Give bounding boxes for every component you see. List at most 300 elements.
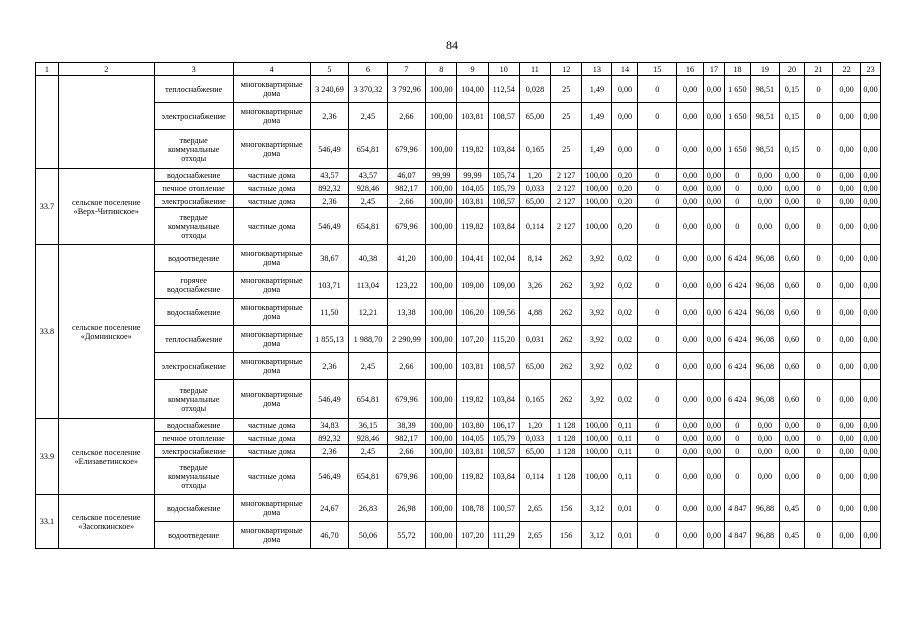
service-cell: водоснабжение	[154, 419, 233, 432]
value-cell: 0,00	[861, 419, 881, 432]
housing-type-cell: частные дома	[233, 432, 310, 445]
value-cell: 0	[804, 182, 832, 195]
value-cell: 6 424	[724, 299, 750, 326]
value-cell: 0,00	[861, 195, 881, 208]
settlement-name: сельское поселение «Домнинское»	[58, 245, 154, 419]
value-cell: 13,38	[387, 299, 426, 326]
value-cell: 0	[638, 326, 677, 353]
value-cell: 0,00	[833, 76, 861, 103]
value-cell: 262	[551, 380, 582, 419]
value-cell: 2,66	[387, 195, 426, 208]
value-cell: 0,00	[861, 245, 881, 272]
value-cell: 0	[804, 130, 832, 169]
value-cell: 100,00	[426, 445, 457, 458]
value-cell: 0,114	[519, 208, 550, 245]
value-cell: 3,12	[582, 522, 612, 549]
value-cell: 0,033	[519, 432, 550, 445]
housing-type-cell: частные дома	[233, 458, 310, 495]
value-cell: 0	[638, 130, 677, 169]
value-cell: 0,00	[861, 326, 881, 353]
value-cell: 0	[638, 272, 677, 299]
value-cell: 0	[638, 353, 677, 380]
value-cell: 115,20	[488, 326, 519, 353]
value-cell: 46,07	[387, 169, 426, 182]
value-cell: 0	[804, 445, 832, 458]
value-cell: 100,00	[426, 272, 457, 299]
value-cell: 0,00	[676, 419, 703, 432]
value-cell: 0,00	[704, 208, 725, 245]
value-cell: 102,04	[488, 245, 519, 272]
value-cell: 108,57	[488, 103, 519, 130]
value-cell: 3,92	[582, 245, 612, 272]
column-number-cell: 11	[519, 63, 550, 76]
value-cell: 2,36	[310, 353, 349, 380]
table-row	[36, 353, 881, 380]
service-cell: печное отопление	[154, 432, 233, 445]
value-cell: 109,56	[488, 299, 519, 326]
value-cell: 0,00	[833, 326, 861, 353]
value-cell: 0,00	[750, 419, 779, 432]
value-cell: 25	[551, 130, 582, 169]
value-cell: 100,00	[582, 195, 612, 208]
value-cell: 0,60	[779, 272, 804, 299]
column-number-cell: 20	[779, 63, 804, 76]
value-cell: 0,00	[750, 445, 779, 458]
value-cell: 0,00	[750, 182, 779, 195]
value-cell: 6 424	[724, 353, 750, 380]
value-cell: 0	[638, 432, 677, 445]
value-cell: 0,00	[833, 182, 861, 195]
value-cell: 65,00	[519, 445, 550, 458]
value-cell: 4 847	[724, 522, 750, 549]
value-cell: 0,00	[704, 380, 725, 419]
column-number-cell: 19	[750, 63, 779, 76]
housing-type-cell: многоквартирные дома	[233, 522, 310, 549]
column-number-cell: 4	[233, 63, 310, 76]
settlement-number: 33.9	[36, 419, 59, 495]
value-cell: 0,60	[779, 299, 804, 326]
value-cell: 0,00	[704, 458, 725, 495]
value-cell: 0,02	[612, 272, 638, 299]
value-cell: 892,32	[310, 182, 349, 195]
value-cell: 3,92	[582, 353, 612, 380]
column-number-cell: 14	[612, 63, 638, 76]
service-cell: водоснабжение	[154, 299, 233, 326]
value-cell: 0,00	[833, 299, 861, 326]
value-cell: 6 424	[724, 326, 750, 353]
value-cell: 12,21	[349, 299, 388, 326]
value-cell: 103,81	[457, 103, 488, 130]
value-cell: 0,00	[833, 103, 861, 130]
value-cell: 0	[724, 169, 750, 182]
value-cell: 0,02	[612, 353, 638, 380]
value-cell: 106,17	[488, 419, 519, 432]
value-cell: 0	[724, 432, 750, 445]
value-cell: 0,20	[612, 195, 638, 208]
value-cell: 0	[724, 208, 750, 245]
value-cell: 0,00	[861, 353, 881, 380]
value-cell: 0	[804, 458, 832, 495]
column-number-cell: 18	[724, 63, 750, 76]
value-cell: 55,72	[387, 522, 426, 549]
housing-type-cell: многоквартирные дома	[233, 495, 310, 522]
value-cell: 0	[638, 419, 677, 432]
service-cell: теплоснабжение	[154, 76, 233, 103]
value-cell: 111,29	[488, 522, 519, 549]
value-cell: 3,92	[582, 380, 612, 419]
value-cell: 103,84	[488, 458, 519, 495]
value-cell: 0,00	[612, 130, 638, 169]
value-cell: 0,45	[779, 495, 804, 522]
value-cell: 103,81	[457, 353, 488, 380]
value-cell: 0,00	[833, 522, 861, 549]
table-row	[36, 522, 881, 549]
value-cell: 0,00	[861, 299, 881, 326]
value-cell: 0,00	[779, 195, 804, 208]
value-cell: 0	[638, 495, 677, 522]
value-cell: 0,00	[704, 130, 725, 169]
value-cell: 0,45	[779, 522, 804, 549]
column-number-cell: 12	[551, 63, 582, 76]
value-cell: 1,49	[582, 76, 612, 103]
value-cell: 24,67	[310, 495, 349, 522]
value-cell: 2,36	[310, 195, 349, 208]
value-cell: 654,81	[349, 208, 388, 245]
value-cell: 100,00	[582, 419, 612, 432]
value-cell: 0	[638, 195, 677, 208]
value-cell: 0	[724, 419, 750, 432]
value-cell: 104,41	[457, 245, 488, 272]
value-cell: 108,57	[488, 195, 519, 208]
value-cell: 1 128	[551, 445, 582, 458]
value-cell: 0	[804, 245, 832, 272]
value-cell: 0,00	[833, 169, 861, 182]
value-cell: 0,15	[779, 103, 804, 130]
service-cell: твердые коммунальные отходы	[154, 208, 233, 245]
value-cell: 3,92	[582, 299, 612, 326]
service-cell: твердые коммунальные отходы	[154, 130, 233, 169]
table-row	[36, 169, 881, 182]
value-cell: 0,00	[833, 272, 861, 299]
value-cell: 0,00	[779, 169, 804, 182]
value-cell: 0,00	[676, 326, 703, 353]
value-cell: 3 792,96	[387, 76, 426, 103]
value-cell: 0,00	[704, 353, 725, 380]
value-cell: 119,82	[457, 130, 488, 169]
value-cell: 0,00	[750, 432, 779, 445]
value-cell: 2 290,99	[387, 326, 426, 353]
value-cell: 0,00	[833, 245, 861, 272]
value-cell: 2,45	[349, 353, 388, 380]
value-cell: 0	[638, 103, 677, 130]
value-cell: 1,49	[582, 130, 612, 169]
value-cell: 0	[724, 182, 750, 195]
value-cell: 46,70	[310, 522, 349, 549]
value-cell: 0,00	[676, 76, 703, 103]
settlement-name: сельское поселение «Елизаветинское»	[58, 419, 154, 495]
value-cell: 108,78	[457, 495, 488, 522]
value-cell: 41,20	[387, 245, 426, 272]
value-cell: 65,00	[519, 195, 550, 208]
value-cell: 99,99	[426, 169, 457, 182]
value-cell: 4,88	[519, 299, 550, 326]
value-cell: 0,028	[519, 76, 550, 103]
value-cell: 0,00	[750, 195, 779, 208]
table-row	[36, 445, 881, 458]
value-cell: 156	[551, 522, 582, 549]
value-cell: 100,00	[426, 522, 457, 549]
value-cell: 0,00	[833, 445, 861, 458]
value-cell: 6 424	[724, 272, 750, 299]
service-cell: водоотведение	[154, 245, 233, 272]
value-cell: 1 128	[551, 432, 582, 445]
value-cell: 0,02	[612, 326, 638, 353]
table-row	[36, 195, 881, 208]
housing-type-cell: частные дома	[233, 195, 310, 208]
table-row	[36, 182, 881, 195]
table-row	[36, 495, 881, 522]
value-cell: 0,00	[676, 182, 703, 195]
settlement-number: 33.1	[36, 495, 59, 549]
value-cell: 0	[724, 458, 750, 495]
value-cell: 546,49	[310, 380, 349, 419]
value-cell: 0,00	[833, 130, 861, 169]
column-number-cell: 3	[154, 63, 233, 76]
page-number: 84	[446, 38, 458, 52]
value-cell: 0	[804, 272, 832, 299]
housing-type-cell: многоквартирные дома	[233, 245, 310, 272]
housing-type-cell: частные дома	[233, 445, 310, 458]
value-cell: 262	[551, 353, 582, 380]
value-cell: 26,98	[387, 495, 426, 522]
value-cell: 98,51	[750, 103, 779, 130]
value-cell: 100,00	[426, 76, 457, 103]
value-cell: 104,00	[457, 76, 488, 103]
value-cell: 103,84	[488, 208, 519, 245]
value-cell: 3,92	[582, 326, 612, 353]
value-cell: 0	[804, 495, 832, 522]
value-cell: 0,11	[612, 419, 638, 432]
table-row	[36, 245, 881, 272]
value-cell: 2 127	[551, 208, 582, 245]
column-number-cell: 21	[804, 63, 832, 76]
value-cell: 119,82	[457, 208, 488, 245]
value-cell: 982,17	[387, 182, 426, 195]
value-cell: 103,84	[488, 380, 519, 419]
value-cell: 0,00	[861, 445, 881, 458]
value-cell: 0,60	[779, 380, 804, 419]
value-cell: 679,96	[387, 208, 426, 245]
value-cell: 1 650	[724, 76, 750, 103]
value-cell: 25	[551, 103, 582, 130]
value-cell: 0,00	[861, 169, 881, 182]
service-cell: твердые коммунальные отходы	[154, 458, 233, 495]
value-cell: 100,00	[582, 432, 612, 445]
housing-type-cell: многоквартирные дома	[233, 130, 310, 169]
value-cell: 0,00	[676, 432, 703, 445]
housing-type-cell: многоквартирные дома	[233, 380, 310, 419]
column-number-cell: 8	[426, 63, 457, 76]
value-cell: 100,00	[582, 182, 612, 195]
column-number-cell: 16	[676, 63, 703, 76]
value-cell: 654,81	[349, 380, 388, 419]
housing-type-cell: многоквартирные дома	[233, 103, 310, 130]
value-cell: 26,83	[349, 495, 388, 522]
value-cell: 0,00	[861, 76, 881, 103]
value-cell: 0,00	[704, 445, 725, 458]
value-cell: 0	[638, 445, 677, 458]
value-cell: 0,00	[861, 182, 881, 195]
value-cell: 96,08	[750, 299, 779, 326]
value-cell: 0,00	[779, 419, 804, 432]
value-cell: 0,00	[833, 208, 861, 245]
value-cell: 8,14	[519, 245, 550, 272]
value-cell: 103,81	[457, 195, 488, 208]
value-cell: 50,06	[349, 522, 388, 549]
value-cell: 3,92	[582, 272, 612, 299]
value-cell: 96,08	[750, 380, 779, 419]
value-cell: 0,00	[704, 432, 725, 445]
value-cell: 982,17	[387, 432, 426, 445]
value-cell: 0,114	[519, 458, 550, 495]
value-cell: 0,60	[779, 326, 804, 353]
value-cell: 1 988,70	[349, 326, 388, 353]
value-cell: 262	[551, 326, 582, 353]
settlement-number: 33.8	[36, 245, 59, 419]
value-cell: 2,36	[310, 445, 349, 458]
service-cell: электроснабжение	[154, 353, 233, 380]
value-cell: 100,00	[426, 432, 457, 445]
column-number-cell: 15	[638, 63, 677, 76]
value-cell: 96,08	[750, 272, 779, 299]
value-cell: 100,57	[488, 495, 519, 522]
settlement-number	[36, 76, 59, 169]
value-cell: 98,51	[750, 76, 779, 103]
value-cell: 0	[804, 208, 832, 245]
value-cell: 0	[804, 195, 832, 208]
value-cell: 0,00	[833, 432, 861, 445]
value-cell: 262	[551, 245, 582, 272]
value-cell: 2,66	[387, 103, 426, 130]
value-cell: 0,00	[704, 419, 725, 432]
value-cell: 0,02	[612, 299, 638, 326]
column-number-cell: 9	[457, 63, 488, 76]
value-cell: 38,39	[387, 419, 426, 432]
value-cell: 104,05	[457, 182, 488, 195]
value-cell: 0,00	[704, 76, 725, 103]
value-cell: 119,82	[457, 458, 488, 495]
value-cell: 3 240,69	[310, 76, 349, 103]
tariff-table	[35, 62, 881, 549]
value-cell: 0,00	[833, 419, 861, 432]
value-cell: 0,00	[676, 353, 703, 380]
value-cell: 103,81	[457, 445, 488, 458]
value-cell: 0,02	[612, 245, 638, 272]
value-cell: 679,96	[387, 380, 426, 419]
value-cell: 0,00	[779, 458, 804, 495]
value-cell: 0,15	[779, 76, 804, 103]
value-cell: 108,57	[488, 353, 519, 380]
value-cell: 0,02	[612, 380, 638, 419]
value-cell: 0,00	[704, 299, 725, 326]
value-cell: 0,00	[861, 380, 881, 419]
value-cell: 0,00	[676, 103, 703, 130]
service-cell: электроснабжение	[154, 445, 233, 458]
value-cell: 262	[551, 272, 582, 299]
value-cell: 262	[551, 299, 582, 326]
value-cell: 100,00	[426, 103, 457, 130]
value-cell: 0,031	[519, 326, 550, 353]
value-cell: 0,01	[612, 522, 638, 549]
service-cell: водоотведение	[154, 522, 233, 549]
value-cell: 0,20	[612, 208, 638, 245]
value-cell: 0	[804, 169, 832, 182]
column-number-cell: 22	[833, 63, 861, 76]
value-cell: 0,00	[612, 76, 638, 103]
value-cell: 0,00	[704, 522, 725, 549]
value-cell: 0,00	[612, 103, 638, 130]
value-cell: 0	[724, 195, 750, 208]
value-cell: 0,00	[676, 208, 703, 245]
value-cell: 6 424	[724, 380, 750, 419]
value-cell: 2,45	[349, 195, 388, 208]
service-cell: теплоснабжение	[154, 326, 233, 353]
housing-type-cell: частные дома	[233, 419, 310, 432]
value-cell: 0,00	[833, 495, 861, 522]
value-cell: 96,08	[750, 353, 779, 380]
value-cell: 1,20	[519, 419, 550, 432]
value-cell: 156	[551, 495, 582, 522]
housing-type-cell: частные дома	[233, 169, 310, 182]
value-cell: 104,05	[457, 432, 488, 445]
value-cell: 107,20	[457, 326, 488, 353]
value-cell: 0	[638, 522, 677, 549]
value-cell: 0,00	[861, 130, 881, 169]
value-cell: 1 128	[551, 458, 582, 495]
value-cell: 0	[638, 76, 677, 103]
value-cell: 0,00	[861, 458, 881, 495]
value-cell: 0,00	[704, 169, 725, 182]
service-cell: электроснабжение	[154, 195, 233, 208]
value-cell: 0	[724, 445, 750, 458]
value-cell: 0,60	[779, 245, 804, 272]
value-cell: 2 127	[551, 182, 582, 195]
value-cell: 0,165	[519, 130, 550, 169]
value-cell: 0,00	[833, 195, 861, 208]
value-cell: 105,79	[488, 432, 519, 445]
value-cell: 103,84	[488, 130, 519, 169]
value-cell: 2 127	[551, 195, 582, 208]
value-cell: 0	[638, 208, 677, 245]
column-number-cell: 6	[349, 63, 388, 76]
value-cell: 2,45	[349, 103, 388, 130]
value-cell: 0,00	[676, 169, 703, 182]
value-cell: 100,00	[582, 169, 612, 182]
value-cell: 43,57	[349, 169, 388, 182]
table-row	[36, 103, 881, 130]
settlement-name: сельское поселение «Засопкинское»	[58, 495, 154, 549]
value-cell: 0,00	[676, 272, 703, 299]
value-cell: 36,15	[349, 419, 388, 432]
value-cell: 0,00	[861, 495, 881, 522]
value-cell: 0,00	[704, 272, 725, 299]
value-cell: 0,00	[676, 380, 703, 419]
value-cell: 0,00	[676, 445, 703, 458]
value-cell: 0	[804, 419, 832, 432]
value-cell: 96,88	[750, 522, 779, 549]
value-cell: 1 650	[724, 130, 750, 169]
value-cell: 0,15	[779, 130, 804, 169]
